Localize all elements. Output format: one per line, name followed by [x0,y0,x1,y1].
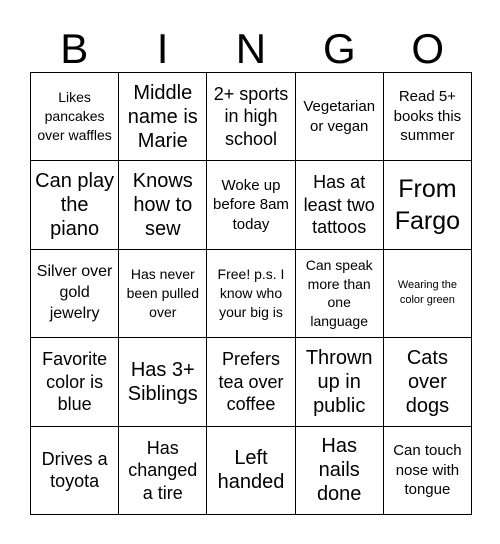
bingo-card-grid [30,72,472,515]
bingo-cell-r2c1[interactable]: Can play the piano [31,161,119,249]
header-letter-b: B [60,25,89,72]
header-letter-o: O [411,25,445,72]
bingo-cell-r2c4[interactable]: Has at least two tattoos [296,161,384,249]
header-letter-i: I [156,25,169,72]
bingo-cell-r5c5[interactable]: Can touch nose with tongue [384,427,472,515]
bingo-cell-r1c1[interactable]: Likes pancakes over waffles [31,73,119,161]
bingo-cell-r2c2[interactable]: Knows how to sew [119,161,207,249]
header-letter-g: G [323,25,356,72]
bingo-cell-r5c4[interactable]: Has nails done [296,427,384,515]
bingo-cell-r4c2[interactable]: Has 3+ Siblings [119,338,207,426]
bingo-cell-r3c5[interactable]: Wearing the color green [384,250,472,338]
bingo-cell-r3c2[interactable]: Has never been pulled over [119,250,207,338]
bingo-cell-r5c2[interactable]: Has changed a tire [119,427,207,515]
header-letter-n: N [235,25,267,72]
bingo-cell-r4c4[interactable]: Thrown up in public [296,338,384,426]
bingo-cell-r4c5[interactable]: Cats over dogs [384,338,472,426]
bingo-cell-r1c4[interactable]: Vegetarian or vegan [296,73,384,161]
bingo-cell-r4c1[interactable]: Favorite color is blue [31,338,119,426]
bingo-cell-r1c5[interactable]: Read 5+ books this summer [384,73,472,161]
bingo-cell-r3c4[interactable]: Can speak more than one language [296,250,384,338]
bingo-cell-r1c3[interactable]: 2+ sports in high school [207,73,295,161]
bingo-cell-r1c2[interactable]: Middle name is Marie [119,73,207,161]
bingo-cell-r3c1[interactable]: Silver over gold jewelry [31,250,119,338]
bingo-cell-r2c3[interactable]: Woke up before 8am today [207,161,295,249]
bingo-cell-r5c3[interactable]: Left handed [207,427,295,515]
bingo-cell-r5c1[interactable]: Drives a toyota [31,427,119,515]
bingo-cell-r3c3-free[interactable]: Free! p.s. I know who your big is [207,250,295,338]
bingo-cell-r2c5[interactable]: From Fargo [384,161,472,249]
bingo-header [30,20,472,78]
bingo-cell-r4c3[interactable]: Prefers tea over coffee [207,338,295,426]
